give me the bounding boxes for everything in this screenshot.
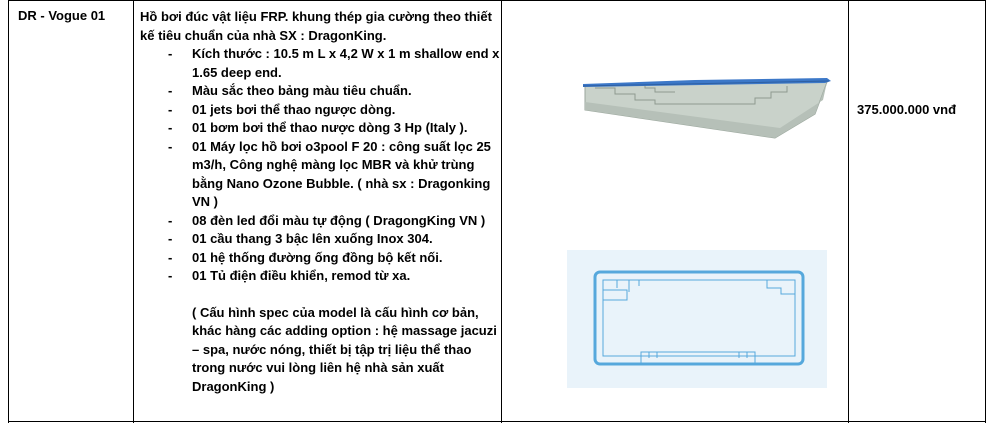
spec-item: - 01 bơm bơi thể thao nược dòng 3 Hp (Italy ). xyxy=(168,120,468,135)
spec-text: 01 bơm bơi thể thao nược dòng 3 Hp (Italy ). xyxy=(192,120,468,135)
pool-plan-bench xyxy=(641,352,755,364)
price: 375.000.000 vnđ xyxy=(857,102,957,117)
column-divider-2 xyxy=(501,0,502,423)
spec-text: Màu sắc theo bảng màu tiêu chuẩn. xyxy=(192,83,412,98)
pool-plan-inner xyxy=(603,280,795,356)
pool-plan-steps-left xyxy=(603,290,627,300)
configuration-note: ( Cấu hình spec của model là cấu hình cơ bản, khác hàng các adding option : hệ massage jacuzi – spa, nước nóng, thiết bị tập trị liệu thể thao trong nước vui lòng liên hệ nhà sản xuất DragonKing ) xyxy=(192,304,497,394)
spec-item: - 01 Máy lọc hồ bơi o3pool F 20 : công suất lọc 25 m3/h, Công nghệ màng lọc MBR và khử trùng bằng Nano Ozone Bubble. ( nhà sx : Dragonking VN ) xyxy=(168,138,491,209)
column-divider-1 xyxy=(133,0,134,423)
pool-3d-render xyxy=(575,70,837,160)
spec-item: - 01 cầu thang 3 bậc lên xuống Inox 304. xyxy=(168,231,433,246)
spec-text: 01 hệ thống đường ống đồng bộ kết nối. xyxy=(192,249,443,265)
spec-text: 01 Máy lọc hồ bơi o3pool F 20 : công suất lọc 25 m3/h, Công nghệ màng lọc MBR và khử trùng bằng Nano Ozone Bubble. ( nhà sx : Dragonking VN ) xyxy=(192,138,491,209)
pool-plan-outer xyxy=(595,272,803,364)
description-cell xyxy=(140,8,500,396)
column-divider-3 xyxy=(848,0,849,423)
pool-plan-steps-right xyxy=(767,280,795,294)
table-right-border xyxy=(985,0,986,423)
table-top-border xyxy=(8,0,986,1)
spec-list xyxy=(140,45,500,286)
table-bottom-border xyxy=(8,421,986,422)
model-name: DR - Vogue 01 xyxy=(18,8,106,23)
spec-text: Kích thước : 10.5 m L x 4,2 W x 1 m shallow end x 1.65 deep end. xyxy=(192,46,500,80)
pool-plan-image xyxy=(567,250,827,388)
description-intro: Hồ bơi đúc vật liệu FRP. khung thép gia cường theo thiết kế tiêu chuẩn của nhà SX : DragonKing. xyxy=(140,9,492,43)
spec-item: - Màu sắc theo bảng màu tiêu chuẩn. xyxy=(168,83,412,98)
spec-text: 01 jets bơi thể thao ngược dòng. xyxy=(192,101,396,117)
spec-text: 01 cầu thang 3 bậc lên xuống Inox 304. xyxy=(192,231,433,246)
table-left-border xyxy=(8,0,9,423)
spec-text: 08 đèn led đổi màu tự động ( DragongKing VN ) xyxy=(192,212,486,228)
spec-item: - 01 hệ thống đường ống đồng bộ kết nối. xyxy=(168,249,443,265)
spec-item: - 08 đèn led đổi màu tự động ( DragongKing VN ) xyxy=(168,212,486,228)
spec-item: - 01 Tủ điện điều khiển, remod từ xa. xyxy=(168,268,411,283)
pool-plan-drawing xyxy=(567,250,827,388)
spec-item: - Kích thước : 10.5 m L x 4,2 W x 1 m shallow end x 1.65 deep end. xyxy=(168,46,500,80)
spec-item: - 01 jets bơi thể thao ngược dòng. xyxy=(168,101,396,117)
spec-text: 01 Tủ điện điều khiển, remod từ xa. xyxy=(192,268,411,283)
